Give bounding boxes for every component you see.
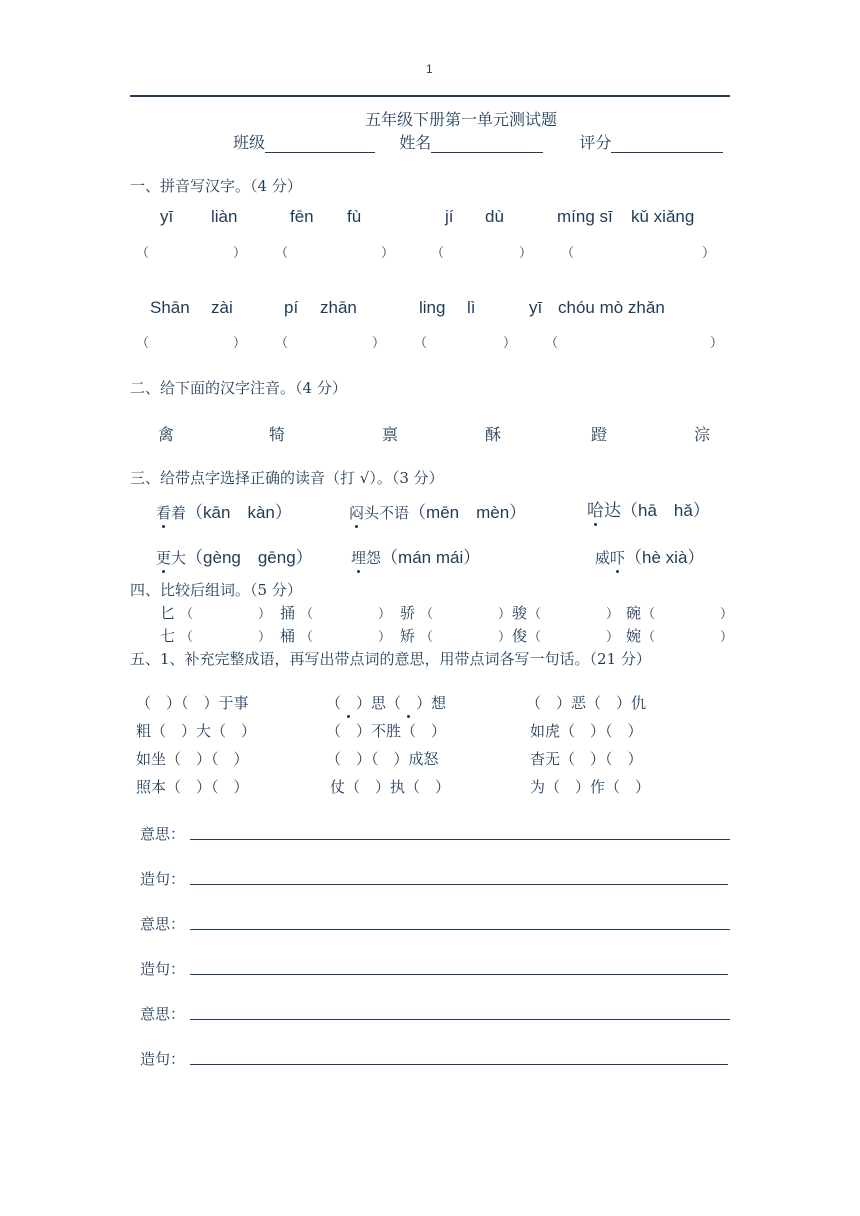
pinyin-item: lì: [467, 298, 476, 317]
char-item: 酥: [485, 425, 502, 444]
pinyin-item: dù: [485, 207, 504, 226]
reading-item: [156, 543, 313, 568]
section-4-heading: 四、比较后组词。（5 分）: [130, 581, 302, 599]
char-item: 犄: [269, 425, 286, 444]
answer-line[interactable]: [190, 929, 730, 930]
paren-open: （: [431, 246, 445, 261]
pinyin-item: yī: [160, 207, 174, 226]
compare-paren[interactable]: （ ）: [180, 630, 272, 645]
idiom-char: 想: [431, 694, 447, 712]
answer-line[interactable]: [190, 884, 728, 885]
answer-line[interactable]: [190, 974, 728, 975]
char-item: 淙: [694, 425, 711, 444]
compare-char: 桶: [280, 627, 296, 645]
student-info-row: [233, 130, 723, 153]
answer-label: 意思：: [140, 825, 186, 843]
header-rule: [130, 95, 730, 97]
word-rest: 大: [171, 549, 187, 567]
class-blank[interactable]: [265, 138, 375, 153]
paren-close: ）: [233, 336, 247, 351]
char-item: 蹬: [591, 425, 608, 444]
compare-paren[interactable]: （ ）: [420, 630, 512, 645]
pinyin-item: Shān: [150, 298, 190, 317]
answer-label: 造句：: [140, 870, 186, 888]
compare-char: 匕: [160, 604, 176, 622]
dotted-char: 吓: [610, 549, 626, 567]
paren-close: ）: [710, 336, 724, 351]
reading-options[interactable]: （kān kàn）: [186, 503, 292, 522]
compare-paren[interactable]: （ ）: [642, 630, 734, 645]
class-label: 班级: [233, 133, 266, 152]
word-rest: 头不语: [364, 504, 410, 522]
pinyin-item: yī: [529, 298, 543, 317]
compare-paren[interactable]: （ ）: [528, 630, 620, 645]
reading-item: [156, 498, 292, 523]
paren-open: （: [561, 246, 575, 261]
word-prefix: 威: [595, 549, 611, 567]
pinyin-item: zài: [211, 298, 233, 317]
idiom-item[interactable]: （ ）思（ ）想: [326, 694, 447, 712]
compare-paren[interactable]: （ ）: [300, 607, 392, 622]
idiom-item[interactable]: 如虎（ ）（ ）: [530, 722, 643, 740]
dotted-char: 哈: [587, 496, 604, 521]
paren-open: （: [275, 336, 289, 351]
reading-options[interactable]: （mēn mèn）: [409, 503, 527, 522]
paren-open: （: [414, 336, 428, 351]
pinyin-item: chóu mò zhǎn: [558, 298, 665, 317]
pinyin-item: kǔ xiǎng: [631, 207, 695, 226]
pinyin-item: fù: [347, 207, 362, 226]
idiom-item[interactable]: （ ）（ ）于事: [136, 694, 249, 712]
compare-char: 俊: [512, 627, 528, 645]
compare-paren[interactable]: （ ）: [420, 607, 512, 622]
section-2-heading: 二、给下面的汉字注音。（4 分）: [130, 379, 347, 397]
dotted-char: 更: [156, 549, 172, 567]
score-blank[interactable]: [611, 138, 723, 153]
pinyin-item: pí: [284, 298, 299, 317]
idiom-item[interactable]: （ ）恶（ ）仇: [526, 694, 647, 712]
compare-paren[interactable]: （ ）: [300, 630, 392, 645]
reading-item: [595, 543, 704, 568]
page-title: 五年级下册第一单元测试题: [365, 110, 558, 129]
reading-options[interactable]: （mán mái）: [381, 548, 481, 567]
score-label: 评分: [579, 133, 612, 152]
compare-paren[interactable]: （ ）: [180, 607, 272, 622]
char-item: 禽: [158, 425, 175, 444]
word-rest: 达: [604, 501, 621, 521]
reading-options[interactable]: （hā hǎ）: [621, 501, 710, 520]
word-rest: 怨: [366, 549, 382, 567]
paren-close: ）: [702, 246, 716, 261]
idiom-item[interactable]: 照本（ ）（ ）: [136, 778, 249, 796]
answer-label: 造句：: [140, 960, 186, 978]
name-blank[interactable]: [431, 138, 543, 153]
paren-open: （: [275, 246, 289, 261]
paren-open: （: [545, 336, 559, 351]
paren-close: ）: [372, 336, 386, 351]
answer-label: 意思：: [140, 1005, 186, 1023]
paren-open: （: [136, 246, 150, 261]
page-number: 1: [426, 62, 433, 76]
idiom-item[interactable]: （ ）（ ）成怒: [326, 750, 439, 768]
paren-close: ）: [381, 246, 395, 261]
reading-item: [349, 498, 526, 523]
idiom-item[interactable]: 仗（ ）执（ ）: [330, 778, 451, 796]
compare-char: 七: [160, 627, 176, 645]
idiom-item[interactable]: 杳无（ ）（ ）: [530, 750, 643, 768]
pinyin-item: liàn: [211, 207, 238, 226]
dotted-char: 埋: [351, 549, 367, 567]
compare-paren[interactable]: （ ）: [642, 607, 734, 622]
dotted-char: 看: [156, 504, 172, 522]
idiom-item[interactable]: （ ）不胜（ ）: [326, 722, 447, 740]
char-item: 禀: [382, 425, 399, 444]
idiom-item[interactable]: 如坐（ ）（ ）: [136, 750, 249, 768]
pinyin-item: jí: [445, 207, 454, 226]
reading-options[interactable]: （hè xià）: [625, 548, 705, 567]
compare-paren[interactable]: （ ）: [528, 607, 620, 622]
compare-char: 骏: [512, 604, 528, 622]
compare-char: 碗: [626, 604, 642, 622]
answer-line[interactable]: [190, 839, 730, 840]
answer-line[interactable]: [190, 1064, 728, 1065]
section-5-heading: 五、1、补充完整成语，再写出带点词的意思，用带点词各写一句话。（21 分）: [130, 650, 651, 668]
pinyin-item: fēn: [290, 207, 314, 226]
pinyin-item: míng sī: [557, 207, 613, 226]
name-label: 姓名: [399, 133, 432, 152]
pinyin-item: zhān: [320, 298, 357, 317]
idiom-item[interactable]: 为（ ）作（ ）: [530, 778, 651, 796]
compare-char: 捅: [280, 604, 296, 622]
dotted-char: 闷: [349, 504, 365, 522]
compare-char: 骄: [400, 604, 416, 622]
idiom-item[interactable]: 粗（ ）大（ ）: [136, 722, 257, 740]
paren-close: ）: [503, 336, 517, 351]
reading-item: [587, 496, 710, 521]
idiom-char: 思: [371, 694, 387, 712]
pinyin-item: ling: [419, 298, 446, 317]
section-1-heading: 一、拼音写汉字。（4 分）: [130, 177, 302, 195]
reading-options[interactable]: （gèng gēng）: [186, 548, 313, 567]
compare-char: 矫: [400, 627, 416, 645]
paren-open: （: [136, 336, 150, 351]
paren-close: ）: [233, 246, 247, 261]
answer-label: 意思：: [140, 915, 186, 933]
section-3-heading: 三、给带点字选择正确的读音（打 √）。（3 分）: [130, 469, 444, 487]
paren-close: ）: [519, 246, 533, 261]
answer-line[interactable]: [190, 1019, 730, 1020]
compare-char: 婉: [626, 627, 642, 645]
answer-label: 造句：: [140, 1050, 186, 1068]
reading-item: [351, 543, 480, 568]
word-rest: 着: [171, 504, 187, 522]
